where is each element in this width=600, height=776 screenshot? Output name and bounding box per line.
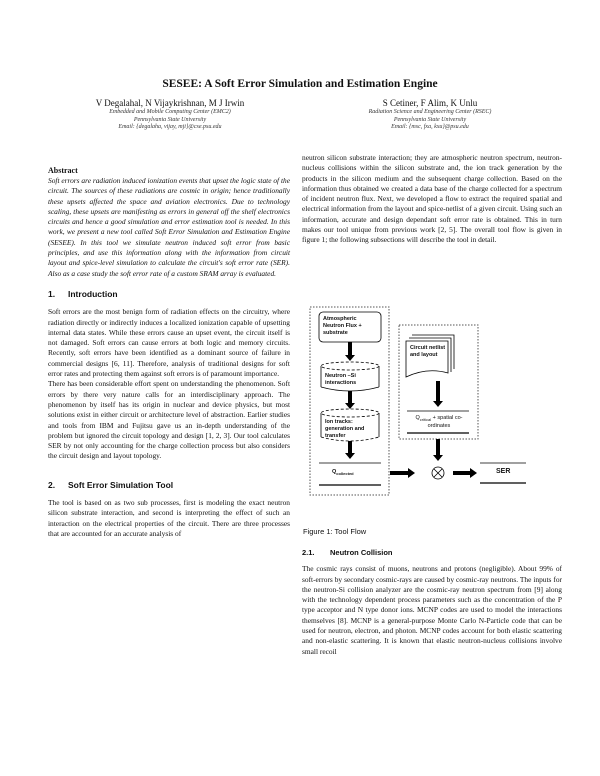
abstract-text: Soft errors are radiation induced ionization events that upset the logic state of the circuit. The sources of these radiations are cosmic in origin; hence traditionally these upsets affected the space and aviation electronics. Due to technology scaling, these upsets are manifesting as errors in general off the shelf electronics circuits and hence a good simulation and error estimation tool is needed. In this work, we present a new tool called Soft Error Simulation and Estimation Engine (SESEE). In this tool we simulate neutron induced soft error from basic principles, and use this information along with the information from circuit layout and spice-level simulation to calculate the circuit's soft error rate (SER). Also as a case study the soft error rate of a custom SRAM array is evaluated.	[48, 176, 290, 278]
paragraph: Soft errors are the most benign form of radiation effects on the circuitry, where radiation directly or indirectly induces a localized ionization capable of upsetting internal data states. While these errors cause an upset event, the circuit itself is not damaged. Soft errors can cause errors at both logic and memory circuits. Recently, soft errors have been identified as a dominant source of failure in commercial designs [6, 11]. Therefore, analysis of traditional designs for soft error rates and protecting them against soft errors is of paramount importance.	[48, 307, 290, 379]
tool-flow-figure	[302, 305, 572, 525]
node-atmospheric: Atmospheric Neutron Flux + substrate	[323, 316, 362, 336]
author-names: S Cetiner, F Alim, K Unlu	[382, 98, 478, 108]
author-email: Email: {degalaha, vijay, mji}@cse.psu.edu	[118, 124, 222, 130]
right-column-bottom	[302, 548, 562, 657]
right-column-top	[302, 153, 562, 246]
paragraph: The tool is based on as two sub processes, first is modeling the exact neutron silicon substrate interaction, and second is interpreting the effect of such an interaction on the electrical properties of the circuit. There are three processes that are accounted for an accurate analysis of	[48, 498, 290, 538]
paragraph: neutron silicon substrate interaction; they are atmospheric neutron spectrum, neutron-nucleus collisions within the silicon substrate and, the ion track generation by the products in the silicon medium and the subsequent charge collection. Based on the information thus obtained we created a data base of the charge collected for a spectrum of incident neutron flux. Next, we developed a flow to extract the required spatial and electrical information from the layout and spice-netlist of a given circuit. Using such an information, accurate and design dependant soft error rate is obtained. This in turn makes our tool unique from previous work [2, 5]. The overall tool flow is given in figure 1; the following subsections will describe the tool in detail.	[302, 153, 562, 245]
node-ion-tracks: Ion tracks: generation and transfer	[325, 419, 365, 439]
author-affiliation: Embedded and Mobile Computing Center (EMC2)	[109, 109, 231, 115]
section-heading-introduction: 1. Introduction	[48, 288, 118, 299]
node-neutron-si: Neutron –Si interactions	[325, 373, 357, 386]
author-affiliation: Radiation Science and Engineering Center (RSEC)	[368, 109, 492, 115]
node-q-collected: $Q_{collected}$	[332, 469, 354, 477]
paragraph: The cosmic rays consist of muons, neutrons and protons (negligible). About 99% of soft-errors by secondary cosmic-rays are caused by cosmic-ray neutrons. The inputs for the neutron-Si collision analyzer are the cosmic-ray neutron spectrum from [9] along with the technology dependent process parameters such as the concentration of the P type acceptor and N type donor ions. MCNP codes are used to model the interactions themselves [8]. MCNP is a general-purpose Monte Carlo N-Particle code that can be used for neutron, electron, and photon. MCNP codes account for both elastic scattering and non-elastic scattering. It is known that elastic neutron-nucleus collisions involve small recoil	[302, 564, 562, 656]
section-heading-simulation-tool: 2. Soft Error Simulation Tool	[48, 479, 174, 490]
author-email: Email: {msc, fxa, kxu}@psu.edu	[391, 124, 469, 130]
paragraph: There has been considerable effort spent on understanding the phenomenon. Soft errors by there very nature calls for an interdisciplinary approach. The phenomenon by itself has its origin in nuclear and device physics, but most solutions exist in either circuit or architecture level of abstraction. Earlier studies and tools from IBM and Fujitsu gave us an in-depth understanding of the problem but ignored the circuit topology and design [1, 2, 3]. Our tool calculates SER by not only accounting for the charge collection process but also considers the circuit design and layout topology.	[48, 379, 290, 461]
subsection-heading-neutron-collision: 2.1. Neutron Collision	[302, 548, 393, 557]
author-block-right	[305, 98, 555, 132]
author-names: V Degalahal, N Vijaykrishnan, M J Irwin	[95, 98, 245, 108]
node-ser: SER	[496, 468, 511, 475]
figure-caption: Figure 1: Tool Flow	[303, 527, 367, 536]
paper-title: SESEE: A Soft Error Simulation and Estimation Engine	[162, 78, 438, 90]
node-q-critical: $Q_{critical}$ + spatial co-ordinates	[415, 415, 463, 430]
abstract-heading: Abstract	[48, 166, 78, 175]
node-circuit: Circuit netlist and layout	[410, 345, 446, 358]
left-column	[48, 166, 290, 539]
author-block-left	[45, 98, 295, 132]
author-institution: Pennsylvania State University	[393, 116, 467, 123]
author-institution: Pennsylvania State University	[133, 116, 207, 123]
